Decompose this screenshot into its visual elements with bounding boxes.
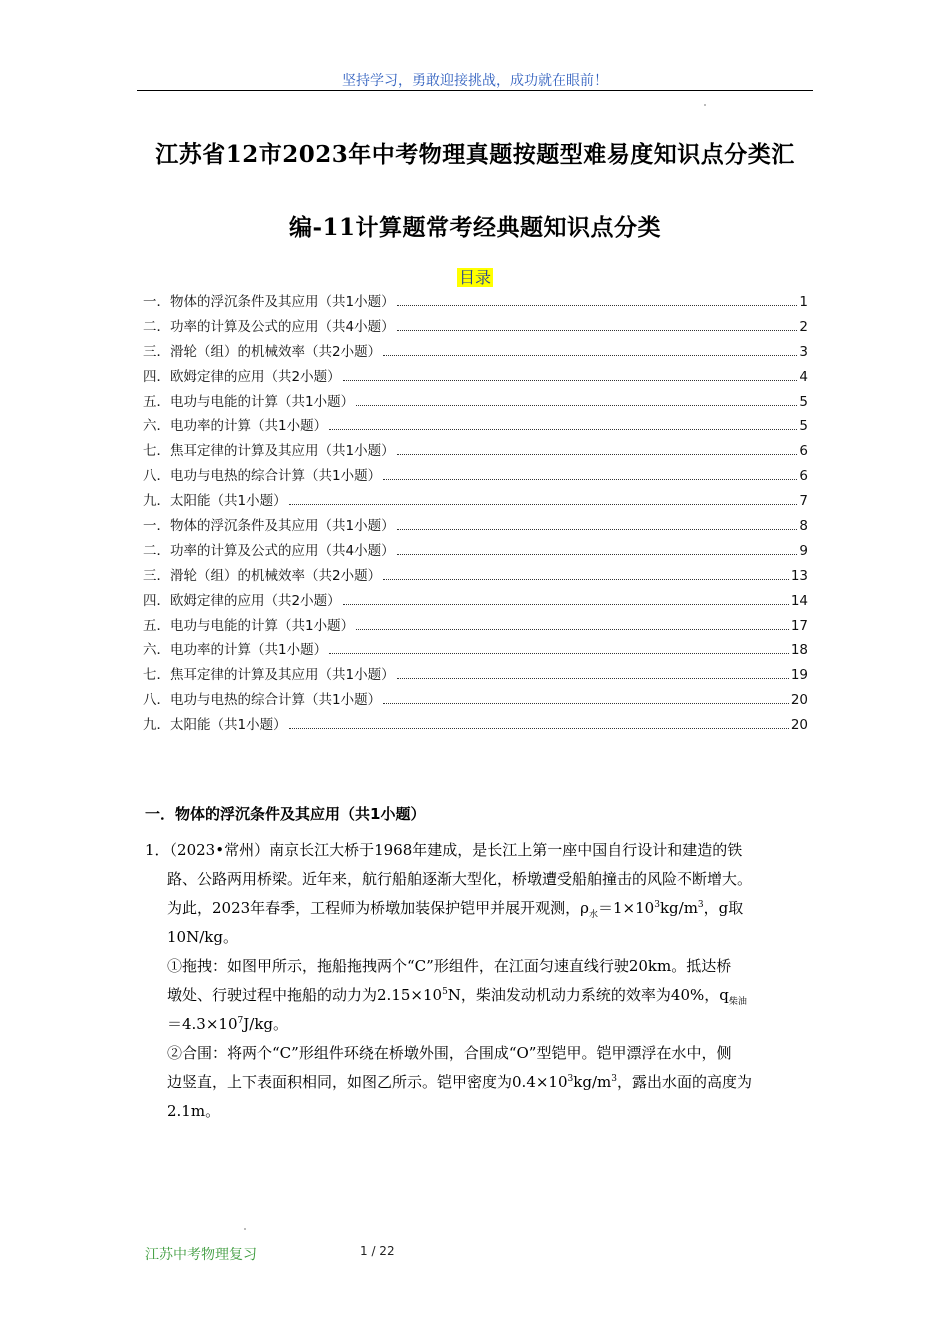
question-line: 边竖直，上下表面积相同，如图乙所示。铠甲密度为$0.4\times 10^3kg/m^3$，露出水面的高度为 — [167, 1073, 752, 1091]
toc-entry[interactable] — [143, 464, 808, 489]
toc-dot-leader — [383, 703, 789, 704]
toc-entry-page: 2 — [799, 318, 808, 335]
toc-entry-label: 二．功率的计算及公式的应用（共4小题） — [143, 542, 395, 559]
toc-entry-label: 一．物体的浮沉条件及其应用（共1小题） — [143, 518, 395, 535]
toc-entry-label: 七．焦耳定律的计算及其应用（共1小题） — [143, 667, 395, 684]
question-line: 墩处、行驶过程中拖船的动力为$2.15\times 10^5N$，柴油发动机动力系统的效率为40%，$q_{柴油}$ — [167, 986, 747, 1007]
table-of-contents — [143, 290, 808, 738]
header-rule — [137, 90, 813, 91]
toc-entry[interactable] — [143, 589, 808, 614]
toc-entry-label: 七．焦耳定律的计算及其应用（共1小题） — [143, 443, 395, 460]
toc-dot-leader — [397, 678, 789, 679]
toc-entry-page: 6 — [799, 443, 808, 460]
toc-entry-page: 7 — [799, 493, 808, 510]
toc-entry[interactable] — [143, 638, 808, 663]
toc-entry-label: 八．电功与电热的综合计算（共1小题） — [143, 692, 382, 709]
toc-entry-page: 9 — [799, 542, 808, 559]
toc-entry[interactable] — [143, 514, 808, 539]
footer-page-number: 1 / 22 — [360, 1244, 395, 1258]
toc-entry-label: 八．电功与电热的综合计算（共1小题） — [143, 468, 382, 485]
toc-dot-leader — [343, 604, 789, 605]
toc-dot-leader — [383, 479, 797, 480]
toc-entry-label: 三．滑轮（组）的机械效率（共2小题） — [143, 343, 382, 360]
question-number: 1． — [145, 841, 170, 859]
toc-entry[interactable] — [143, 340, 808, 365]
toc-entry[interactable] — [143, 614, 808, 639]
question-line: ①拖拽：如图甲所示，拖船拖拽两个“C”形组件，在江面匀速直线行驶20km。抵达桥 — [167, 957, 732, 975]
toc-entry[interactable] — [143, 390, 808, 415]
question-1 — [145, 836, 815, 1126]
toc-entry[interactable] — [143, 489, 808, 514]
section-heading: 一．物体的浮沉条件及其应用（共1小题） — [145, 805, 426, 823]
toc-entry-page: 18 — [790, 642, 808, 659]
toc-entry-label: 九．太阳能（共1小题） — [143, 717, 287, 734]
footer-label: 江苏中考物理复习 — [145, 1247, 257, 1263]
toc-entry-page: 1 — [799, 294, 808, 310]
toc-dot-leader — [397, 305, 798, 306]
toc-dot-leader — [356, 629, 789, 630]
toc-entry-label: 九．太阳能（共1小题） — [143, 493, 287, 510]
document-title-line-2: 编-11计算题常考经典题知识点分类 — [288, 214, 662, 241]
toc-entry-page: 19 — [790, 667, 808, 684]
toc-entry[interactable] — [143, 365, 808, 390]
toc-dot-leader — [289, 504, 798, 505]
toc-entry-label: 四．欧姆定律的应用（共2小题） — [143, 592, 341, 609]
toc-entry[interactable] — [143, 439, 808, 464]
toc-dot-leader — [397, 454, 798, 455]
document-title-line-1: 江苏省12市2023年中考物理真题按题型难易度知识点分类汇 — [155, 141, 795, 168]
toc-entry-label: 一．物体的浮沉条件及其应用（共1小题） — [143, 294, 395, 310]
toc-entry-page: 20 — [790, 692, 808, 709]
toc-entry-label: 六．电功率的计算（共1小题） — [143, 418, 328, 435]
toc-entry-page: 13 — [790, 567, 808, 584]
toc-entry-label: 四．欧姆定律的应用（共2小题） — [143, 368, 341, 385]
toc-dot-leader — [397, 330, 798, 331]
toc-dot-leader — [397, 529, 798, 530]
toc-entry[interactable] — [143, 713, 808, 738]
toc-entry-page: 14 — [790, 592, 808, 609]
toc-dot-leader — [329, 429, 797, 430]
question-line: ②合围：将两个“C”形组件环绕在桥墩外围，合围成“O”型铠甲。铠甲漂浮在水中，侧 — [167, 1044, 732, 1062]
toc-entry-page: 20 — [790, 717, 808, 734]
decorative-dot — [704, 104, 706, 106]
question-line: 1．（2023•常州）南京长江大桥于1968年建成，是长江上第一座中国自行设计和建造的铁 — [145, 841, 743, 859]
toc-entry[interactable] — [143, 315, 808, 340]
toc-entry-page: 4 — [799, 368, 808, 385]
toc-entry-label: 五．电功与电能的计算（共1小题） — [143, 617, 355, 634]
toc-dot-leader — [383, 355, 797, 356]
header-motto: 坚持学习，勇敢迎接挑战，成功就在眼前！ — [342, 73, 608, 89]
toc-entry[interactable] — [143, 564, 808, 589]
toc-dot-leader — [397, 554, 798, 555]
toc-dot-leader — [356, 405, 797, 406]
toc-entry-page: 5 — [799, 393, 808, 410]
toc-entry[interactable] — [143, 688, 808, 713]
toc-entry[interactable] — [143, 539, 808, 564]
toc-entry[interactable] — [143, 663, 808, 688]
question-line: 2.1m。 — [167, 1102, 221, 1120]
toc-heading — [0, 265, 950, 288]
toc-entry-label: 二．功率的计算及公式的应用（共4小题） — [143, 318, 395, 335]
toc-entry-page: 8 — [799, 518, 808, 535]
toc-dot-leader — [329, 653, 789, 654]
decorative-dot — [244, 1228, 246, 1230]
toc-entry[interactable] — [143, 414, 808, 439]
question-line: 10N/kg。 — [167, 928, 238, 946]
question-line: 路、公路两用桥梁。近年来，航行船舶逐渐大型化，桥墩遭受船舶撞击的风险不断增大。 — [167, 870, 753, 888]
toc-dot-leader — [289, 728, 789, 729]
toc-entry-page: 5 — [799, 418, 808, 435]
toc-entry-label: 六．电功率的计算（共1小题） — [143, 642, 328, 659]
toc-dot-leader — [343, 380, 798, 381]
toc-dot-leader — [383, 579, 789, 580]
toc-entry-page: 17 — [790, 617, 808, 634]
toc-entry-page: 3 — [799, 343, 808, 360]
toc-entry-page: 6 — [799, 468, 808, 485]
toc-entry-label: 五．电功与电能的计算（共1小题） — [143, 393, 355, 410]
question-line: 为此，2023年春季，工程师为桥墩加装保护铠甲并展开观测，$\rho_水=1\times 10^3kg/m^3$，g取 — [167, 899, 744, 920]
toc-entry-label: 三．滑轮（组）的机械效率（共2小题） — [143, 567, 382, 584]
toc-heading-label: 目录 — [458, 268, 491, 287]
question-line: $=4.3\times 10^7J/kg$。 — [167, 1015, 289, 1033]
toc-entry[interactable] — [143, 290, 808, 315]
